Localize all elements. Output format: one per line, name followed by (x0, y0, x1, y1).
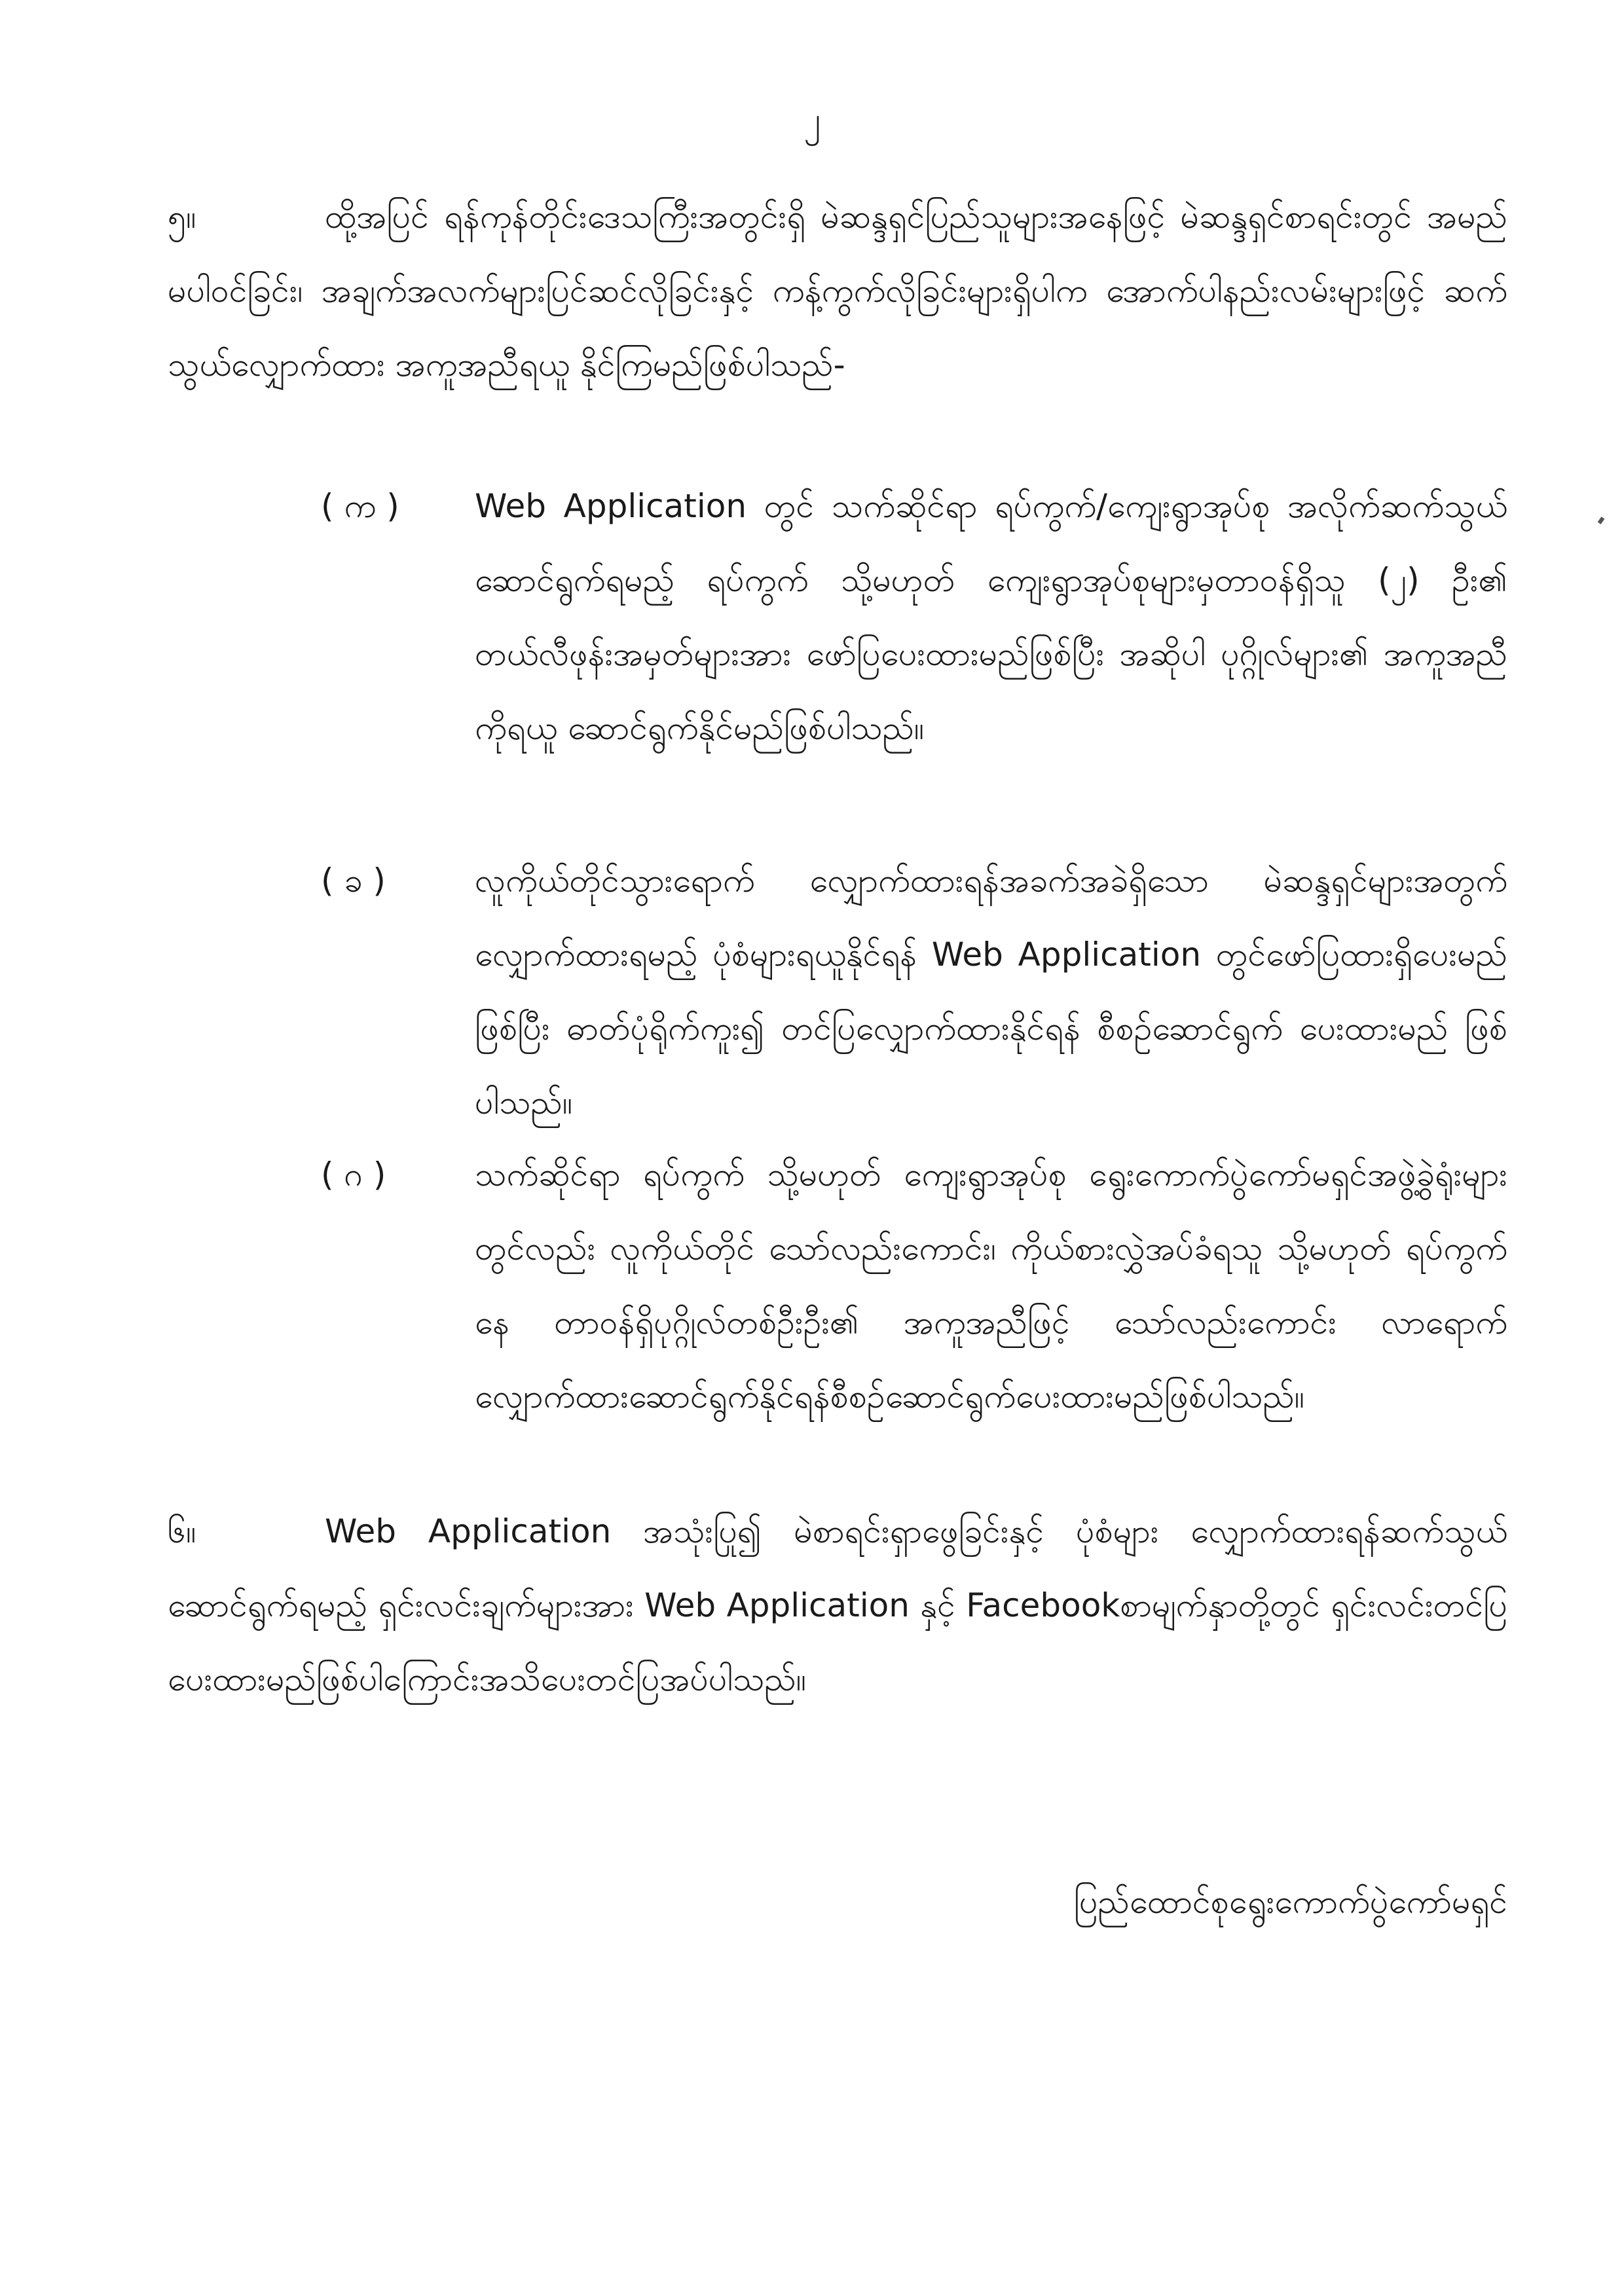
signature-office: ပြည်ထောင်စုရွေးကောက်ပွဲကော်မရှင် (1073, 1883, 1507, 1921)
paragraph-5 (168, 180, 1507, 402)
paragraph-5-text: ထို့အပြင် ရန်ကုန်တိုင်းဒေသကြီးအတွင်းရှိ မဲဆန္ဒရှင်ပြည်သူများအနေဖြင့် မဲဆန္ဒရှင်စာရင်းတွင် အမည် မပါဝင်ခြင်း၊ အချက်အလက်များပြင်ဆင်လိုခြင်းနှင့် ကန့်ကွက်လိုခြင်းများရှိပါက အောက်ပါနည်းလမ်းများဖြင့် ဆက်သွယ်လျှောက်ထား အကူအညီရယူ နိုင်ကြမည်ဖြစ်ပါသည်- (168, 198, 1507, 384)
paragraph-6-number: ၆။ (168, 1512, 196, 1550)
list-item-kha-text: လူကိုယ်တိုင်သွားရောက် လျှောက်ထားရန်အခက်အခဲရှိသော မဲဆန္ဒရှင်များအတွက် လျှောက်ထားရမည့် ပုံစံများရယူနိုင်ရန် Web Application တွင်ဖော်ပြထားရှိပေးမည်ဖြစ်ပြီး ဓာတ်ပုံရိုက်ကူး၍ တင်ပြလျှောက်ထားနိုင်ရန် စီစဉ်ဆောင်ရွက် ပေးထားမည် ဖြစ်ပါသည်။ (475, 862, 1507, 1121)
scan-speck (1598, 517, 1605, 524)
page-number: ၂ (803, 100, 821, 139)
list-item-ga-text: သက်ဆိုင်ရာ ရပ်ကွက် သို့မဟုတ် ကျေးရွာအုပ်စု ရွေးကောက်ပွဲကော်မရှင်အဖွဲ့ခွဲရုံးများတွင်လည်း လူကိုယ်တိုင် သော်လည်းကောင်း၊ ကိုယ်စားလွှဲအပ်ခံရသူ သို့မဟုတ် ရပ်ကွက်နေ တာဝန်ရှိပုဂ္ဂိုလ်တစ်ဦးဦး၏ အကူအညီဖြင့် သော်လည်းကောင်း လာရောက်လျှောက်ထားဆောင်ရွက်နိုင်ရန်စီစဉ်ဆောင်ရွက်ပေးထားမည်ဖြစ်ပါသည်။ (475, 1156, 1507, 1415)
paragraph-5-number: ၅။ (168, 198, 196, 236)
paragraph-6-text: Web Application အသုံးပြု၍ မဲစာရင်းရှာဖွေခြင်းနှင့် ပုံစံများ လျှောက်ထားရန်ဆက်သွယ်ဆောင်ရွက်ရမည့် ရှင်းလင်းချက်များအား Web Application နှင့် Facebookစာမျက်နှာတို့တွင် ရှင်းလင်းတင်ပြပေးထားမည်ဖြစ်ပါကြောင်းအသိပေးတင်ပြအပ်ပါသည်။ (168, 1512, 1507, 1698)
signature-block (1074, 1879, 1507, 1925)
list-item-ka-text: Web Application တွင် သက်ဆိုင်ရာ ရပ်ကွက်/ကျေးရွာအုပ်စု အလိုက်ဆက်သွယ်ဆောင်ရွက်ရမည့် ရပ်ကွက် သို့မဟုတ် ကျေးရွာအုပ်စုများမှတာဝန်ရှိသူ (၂) ဦး၏ တယ်လီဖုန်းအမှတ်များအား ဖော်ပြပေးထားမည်ဖြစ်ပြီး အဆိုပါ ပုဂ္ဂိုလ်များ၏ အကူအညီကိုရယူ ဆောင်ရွက်နိုင်မည်ဖြစ်ပါသည်။ (475, 487, 1507, 747)
list-item-ka-label: ( က ) (321, 487, 399, 525)
list-item-kha-label: ( ခ ) (321, 862, 386, 900)
paragraph-6 (168, 1495, 1507, 1717)
list-item-ga-label: ( ဂ ) (321, 1156, 386, 1194)
